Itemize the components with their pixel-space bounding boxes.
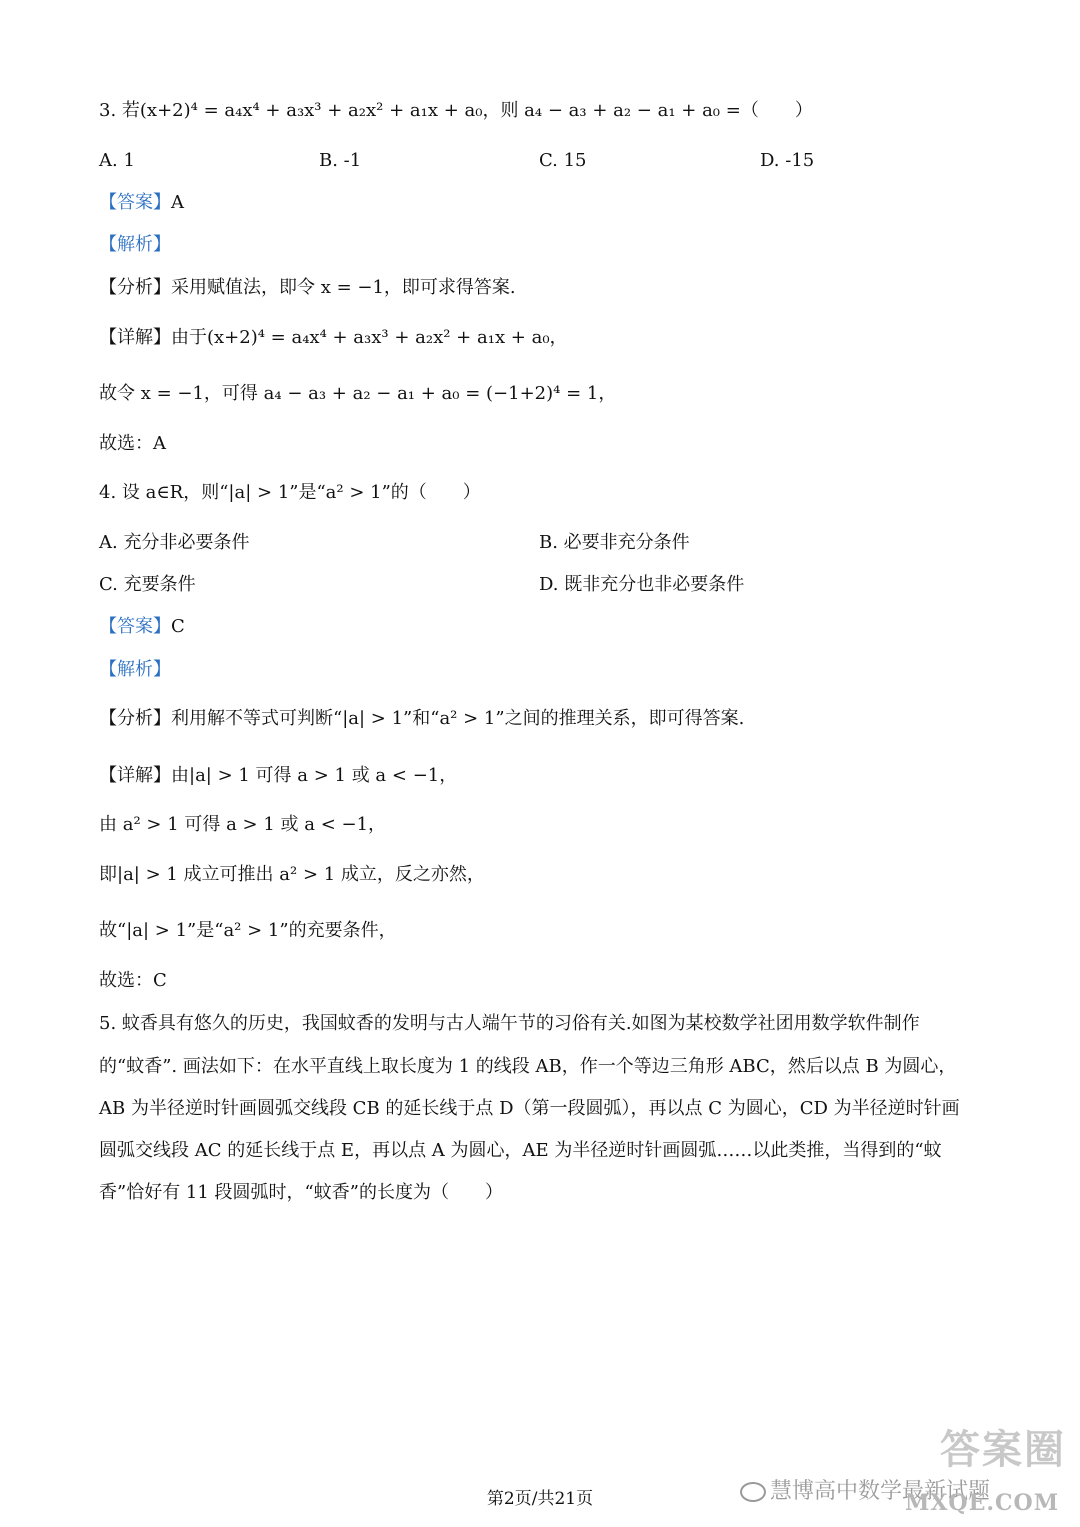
q4-option-b: B. 必要非充分条件 (539, 532, 690, 553)
q4-line3: 即|a| > 1 成立可推出 a² > 1 成立，反之亦然， (99, 864, 485, 885)
xiangjie-text: 由于(x+2)⁴ = a₄x⁴ + a₃x³ + a₂x² + a₁x + a₀， (171, 327, 568, 348)
q4-option-a: A. 充分非必要条件 (99, 532, 250, 553)
q5-line-4: 圆弧交线段 AC 的延长线于点 E，再以点 A 为圆心，AE 为半径逆时针画圆弧……以此类推，当得到的“蚊 (99, 1140, 942, 1161)
answer-value: A (171, 192, 184, 213)
q4-analysis-tag: 【解析】 (99, 659, 171, 680)
q4-option-d: D. 既非充分也非必要条件 (539, 574, 745, 595)
watermark-logo: 答案圈 (940, 1426, 1066, 1473)
q4-line4: 故“|a| > 1”是“a² > 1”的充要条件， (99, 920, 397, 941)
q4-option-c: C. 充要条件 (99, 574, 196, 595)
q5-line-3: AB 为半径逆时针画圆弧交线段 CB 的延长线于点 D（第一段圆弧），再以点 C 为圆心，CD 为半径逆时针画 (99, 1098, 960, 1119)
answer-tag: 【答案】 (99, 616, 171, 637)
q3-choose: 故选：A (99, 433, 166, 454)
answer-tag: 【答案】 (99, 192, 171, 213)
watermark-site: MXQE.COM (905, 1490, 1060, 1516)
q4-line2: 由 a² > 1 可得 a > 1 或 a < −1， (99, 814, 387, 835)
q3-xiangjie (99, 324, 568, 352)
q3-option-c: C. 15 (539, 150, 587, 171)
answer-value: C (171, 616, 185, 637)
q5-line-1: 5. 蚊香具有悠久的历史，我国蚊香的发明与古人端午节的习俗有关.如图为某校数学社团用数学软件制作 (99, 1013, 920, 1034)
fenxi-tag: 【分析】 (99, 708, 171, 729)
q3-option-b: B. -1 (319, 150, 362, 171)
q4-xiangjie (99, 762, 457, 790)
q4-stem: 4. 设 a∈R，则“|a| > 1”是“a² > 1”的（ ） (99, 482, 481, 503)
q5-line-5: 香”恰好有 11 段圆弧时，“蚊香”的长度为（ ） (99, 1182, 503, 1203)
xiangjie-text: 由|a| > 1 可得 a > 1 或 a < −1， (171, 765, 458, 786)
q3-answer (99, 189, 184, 217)
q3-fenxi (99, 274, 516, 302)
q4-answer (99, 613, 185, 641)
q4-fenxi (99, 705, 744, 733)
q3-option-d: D. -15 (760, 150, 815, 171)
q3-analysis-tag: 【解析】 (99, 234, 171, 255)
xiangjie-tag: 【详解】 (99, 765, 171, 786)
page-footer: 第2页/共21页 (486, 1489, 594, 1509)
fenxi-text: 利用解不等式可判断“|a| > 1”和“a² > 1”之间的推理关系，即可得答案. (171, 708, 745, 729)
watermark-text: 慧博高中数学最新试题 (770, 1479, 991, 1504)
q5-line-2: 的“蚊香”. 画法如下：在水平直线上取长度为 1 的线段 AB，作一个等边三角形 ABC，然后以点 B 为圆心， (99, 1056, 957, 1077)
q3-option-a: A. 1 (99, 150, 135, 171)
fenxi-tag: 【分析】 (99, 277, 171, 298)
q4-choose: 故选：C (99, 970, 167, 991)
xiangjie-tag: 【详解】 (99, 327, 171, 348)
fenxi-text: 采用赋值法，即令 x = −1，即可求得答案. (171, 277, 516, 298)
q3-line2: 故令 x = −1，可得 a₄ − a₃ + a₂ − a₁ + a₀ = (−1+2)⁴ = 1， (99, 383, 617, 404)
q3-stem: 3. 若(x+2)⁴ = a₄x⁴ + a₃x³ + a₂x² + a₁x + a₀，则 a₄ − a₃ + a₂ − a₁ + a₀ =（ ） (99, 100, 813, 121)
